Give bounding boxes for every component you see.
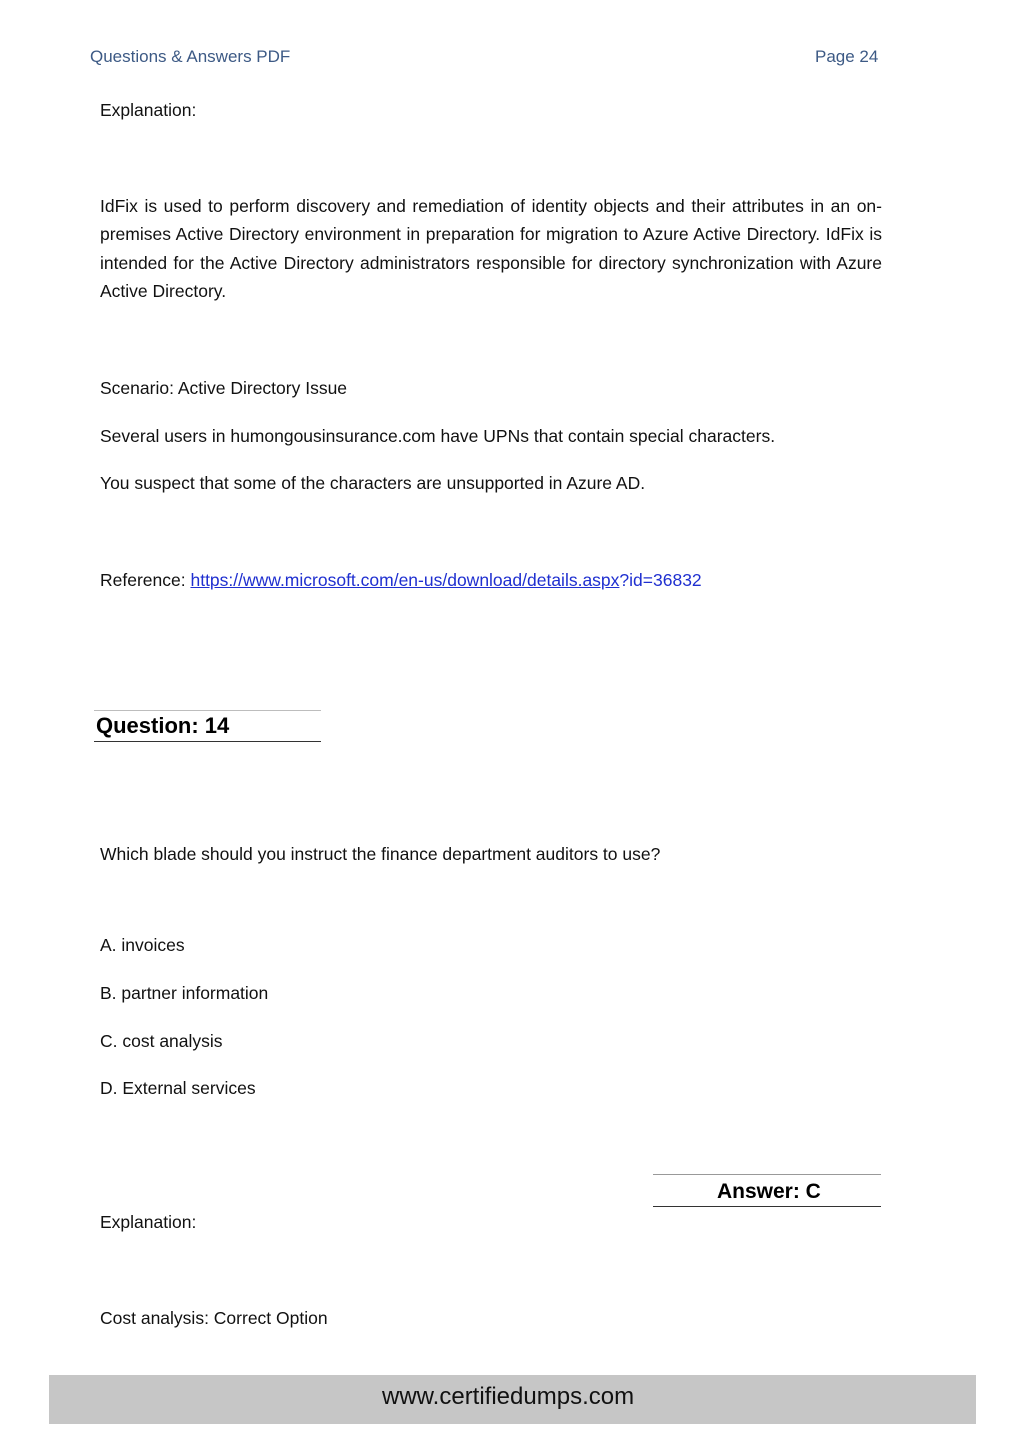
question-title: Question: 14 [96, 713, 230, 738]
page-number: Page 24 [815, 47, 879, 66]
reference-link[interactable]: https://www.microsoft.com/en-us/download/details.aspx [190, 570, 620, 590]
explanation-label: Explanation: [100, 100, 197, 120]
answer-explanation: Cost analysis: Correct Option [100, 1308, 328, 1328]
header-title: Questions & Answers PDF [90, 47, 291, 66]
option-d: D. External services [100, 1078, 256, 1098]
answer-explanation-label: Explanation: [100, 1212, 197, 1232]
scenario-detail-2: You suspect that some of the characters are unsupported in Azure AD. [100, 473, 646, 493]
reference-label: Reference: [100, 570, 191, 590]
option-b: B. partner information [100, 983, 269, 1003]
option-a: A. invoices [100, 935, 185, 955]
reference-line [100, 566, 702, 594]
footer-site[interactable]: www.certifiedumps.com [382, 1383, 635, 1410]
reference-suffix: ?id=36832 [619, 570, 702, 590]
question-text: Which blade should you instruct the finance department auditors to use? [100, 844, 661, 864]
answer-label: Answer: C [717, 1180, 821, 1203]
option-c: C. cost analysis [100, 1031, 223, 1051]
explanation-paragraph: IdFix is used to perform discovery and remediation of identity objects and their attributes in an on- premises Active Directory environment in preparation for migration to Azure Active Directory. IdFix is intended for the Active Directory administrators responsible for directory synchronization with Azure Active Directory. [100, 196, 882, 302]
scenario-line: Scenario: Active Directory Issue [100, 378, 348, 398]
scenario-detail-1: Several users in humongousinsurance.com have UPNs that contain special characters. [100, 426, 776, 446]
